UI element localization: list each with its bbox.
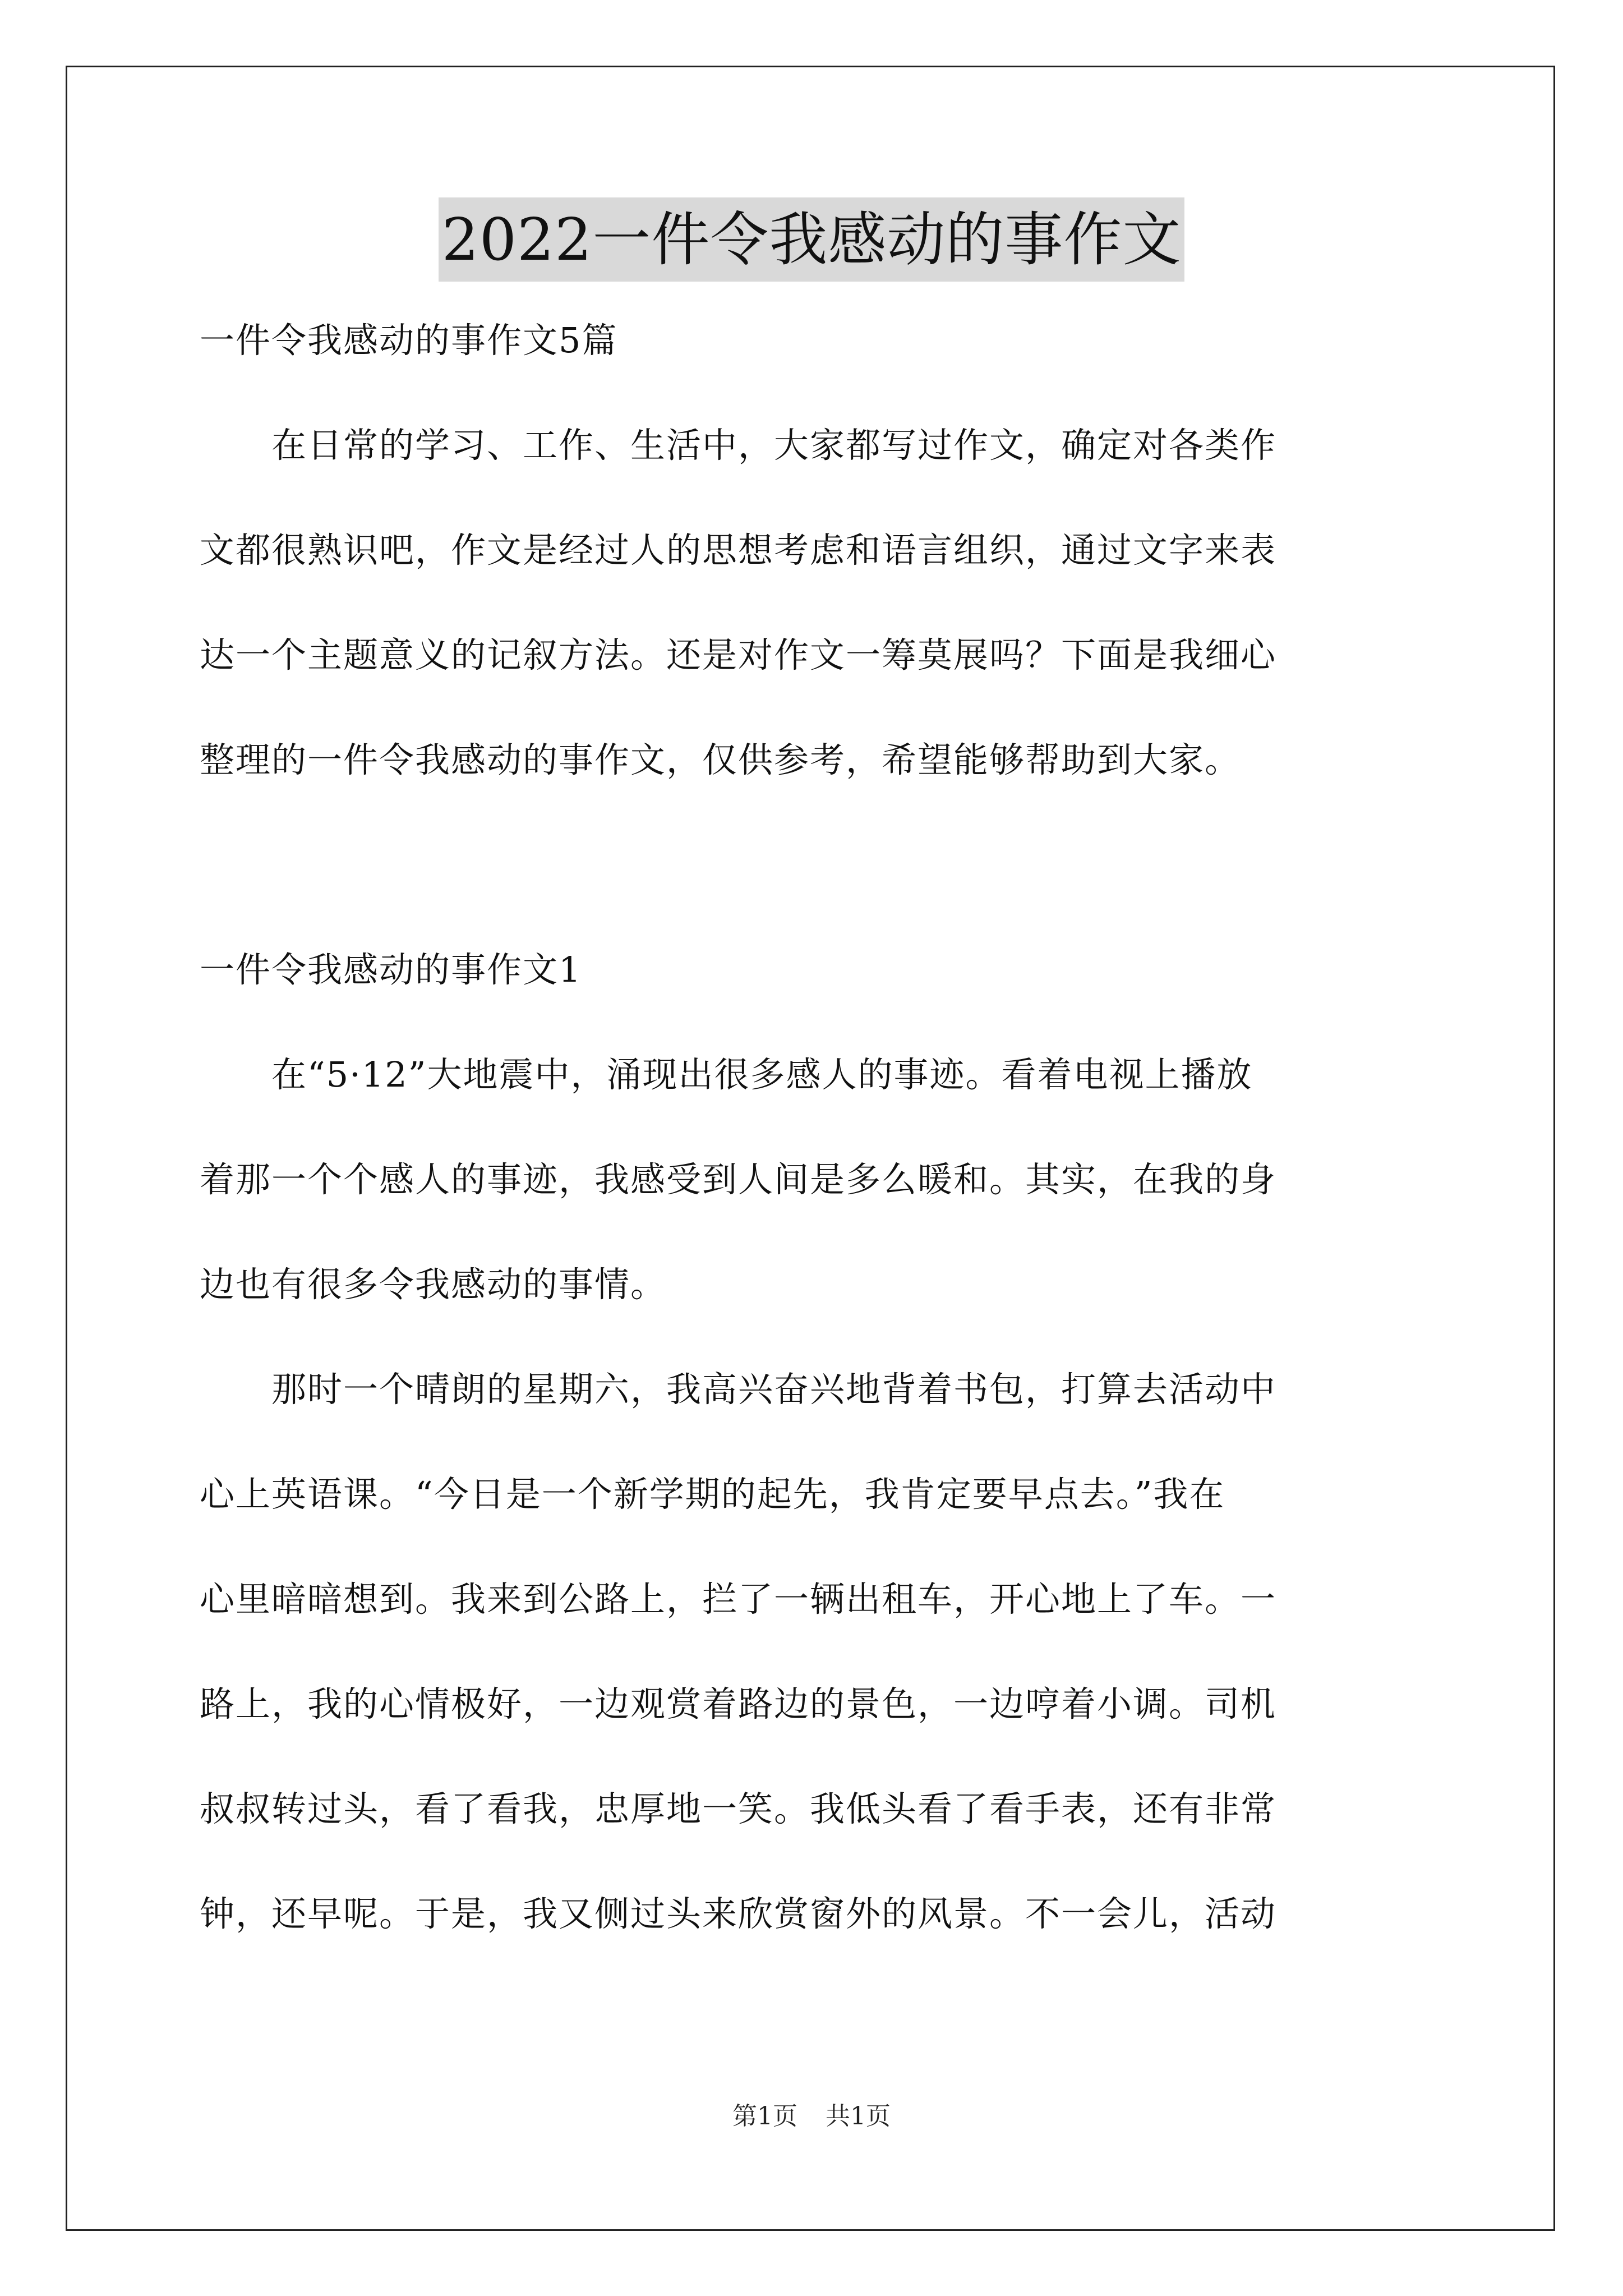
paragraph-line: 那时一个晴朗的星期六，我高兴奋兴地背着书包，打算去活动中	[200, 1368, 1277, 1410]
document-body	[200, 314, 1428, 1993]
section-heading: 一件令我感动的事作文1	[200, 949, 582, 990]
paragraph-line: 着那一个个感人的事迹，我感受到人间是多么暖和。其实，在我的身	[200, 1158, 1277, 1200]
page-footer	[0, 2097, 1623, 2136]
paragraph-line: 文都很熟识吧，作文是经过人的思想考虑和语言组织，通过文字来表	[200, 530, 1277, 570]
paragraph-line: 路上，我的心情极好，一边观赏着路边的景色，一边哼着小调。司机	[200, 1683, 1277, 1724]
paragraph-line: 在“5·12”大地震中，涌现出很多感人的事迹。看着电视上播放	[200, 1053, 1253, 1095]
page-total: 共1页	[826, 2102, 891, 2131]
paragraph-line: 钟，还早呢。于是，我又侧过头来欣赏窗外的风景。不一会儿，活动	[200, 1893, 1277, 1934]
paragraph-line: 在日常的学习、工作、生活中，大家都写过作文，确定对各类作	[200, 425, 1277, 466]
paragraph-line: 达一个主题意义的记叙方法。还是对作文一筹莫展吗？下面是我细心	[200, 634, 1277, 675]
paragraph-line: 整理的一件令我感动的事作文，仅供参考，希望能够帮助到大家。	[200, 739, 1241, 780]
page-number: 第1页	[732, 2102, 797, 2131]
paragraph-line: 心里暗暗想到。我来到公路上，拦了一辆出租车，开心地上了车。一	[200, 1578, 1277, 1619]
paragraph-line: 边也有很多令我感动的事情。	[200, 1263, 667, 1305]
subtitle-line: 一件令我感动的事作文5篇	[200, 320, 618, 361]
paragraph-line: 叔叔转过头，看了看我，忠厚地一笑。我低头看了看手表，还有非常	[200, 1788, 1277, 1829]
title-container	[0, 197, 1623, 282]
document-title: 2022一件令我感动的事作文	[439, 197, 1185, 282]
paragraph-line: 心上英语课。“今日是一个新学期的起先，我肯定要早点去。”我在	[200, 1473, 1225, 1515]
